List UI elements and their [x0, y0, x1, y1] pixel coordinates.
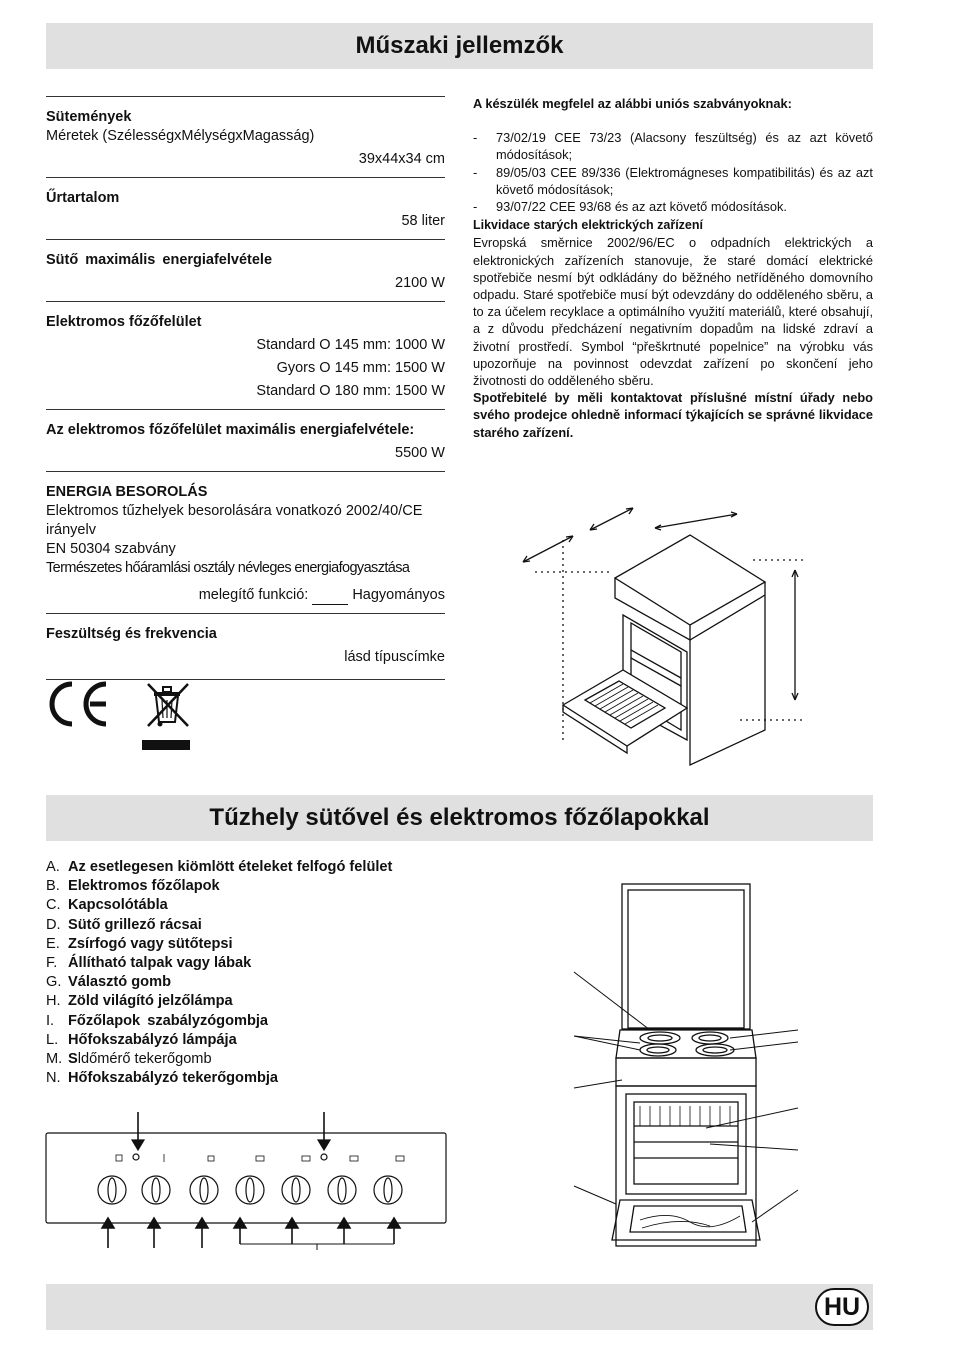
list-item: [46, 1012, 466, 1031]
part-letter: G.: [46, 974, 62, 991]
page-title: Műszaki jellemzők: [355, 32, 564, 59]
list-item: [46, 954, 466, 973]
part-name: Választó gomb: [68, 974, 171, 991]
spec-line: Természetes hőáramlási osztály névleges energiafogyasztása: [46, 560, 410, 576]
part-letter: I.: [46, 1012, 55, 1029]
footer-band: [46, 1284, 873, 1330]
part-letter: H.: [46, 993, 61, 1010]
part-name: Főzőlapok szabályzógombja: [68, 1012, 269, 1029]
disposal-text: Evropská směrnice 2002/96/EC o odpadních elektrických a elektronických zařízeních stanovuje, že staré domácí elektrické spotřebiče nesmí být odkládány do běžného netříděného domovního odpadu. Staré spotřebiče musí být odevzdány do odděleného sběru, a to za účelem recyklace a optimálního využití materiálů, které obsahují, a z důvodu předcházení negativním dopadům na lidské zdraví a životní prostředí. Symbol “přeškrtnuté popelnice” na výrobku vás upozorňuje na povinnost odevzdat zařízení po skončení jeho životnosti do odděleného sběru.: [473, 235, 873, 389]
part-name: Az esetlegesen kiömlött ételeket felfogó felület: [68, 859, 393, 875]
compliance-logos: [46, 678, 206, 758]
spec-heading: Űrtartalom: [46, 190, 120, 206]
crossed-bin-icon: [142, 684, 190, 750]
spec-value: Standard O 145 mm: 1000 W: [256, 337, 445, 353]
list-item: [46, 858, 466, 877]
energy-function-label: melegítő funkció:: [198, 587, 309, 603]
part-letter: F.: [46, 955, 58, 972]
spec-cakes: [46, 96, 445, 177]
knob-icon: [236, 1176, 264, 1204]
part-name: Hőfokszabályzó tekerőgombja: [68, 1070, 279, 1087]
spec-value: lásd típuscímke: [344, 649, 445, 665]
part-name: Sütő grillező rácsai: [68, 916, 202, 933]
part-letter: C.: [46, 897, 61, 914]
regulations-list: [473, 129, 873, 215]
spec-voltage: [46, 613, 445, 680]
knob-icon: [98, 1176, 126, 1204]
list-item: [46, 1031, 466, 1050]
spec-value: 58 liter: [401, 213, 445, 229]
knob-icon: [282, 1176, 310, 1204]
knob-icon: [328, 1176, 356, 1204]
spec-value: Standard O 180 mm: 1500 W: [256, 383, 445, 399]
spec-label: Méretek (SzélességxMélységxMagasság): [46, 128, 315, 144]
part-name: Elektromos főzőlapok: [68, 878, 220, 895]
spec-volume: [46, 177, 445, 239]
list-item: [46, 935, 466, 954]
spec-line: irányelv: [46, 522, 96, 538]
part-letter: B.: [46, 878, 60, 895]
spec-heading: Sütemények: [46, 109, 132, 125]
part-name: Zöld világító jelzőlámpa: [68, 993, 233, 1010]
spec-heading: Sütő maximális energiafelvétele: [46, 252, 273, 268]
part-letter: E.: [46, 935, 60, 952]
list-item: [46, 877, 466, 896]
knob-icon: [374, 1176, 402, 1204]
spec-value: Gyors O 145 mm: 1500 W: [276, 360, 445, 376]
knob-icon: [190, 1176, 218, 1204]
cooker-parts-drawing: [570, 880, 802, 1275]
section2-title: Tűzhely sütővel és elektromos főzőlapokkal: [209, 804, 710, 831]
energy-function-value: Hagyományos: [352, 587, 445, 603]
list-item: [46, 896, 466, 915]
list-item: [46, 916, 466, 935]
spec-heading: Az elektromos főzőfelület maximális energiafelvétele:: [46, 422, 415, 438]
header-band: [46, 23, 873, 69]
part-letter: N.: [46, 1070, 61, 1087]
part-name-thin: ldőmérő tekerőgomb: [77, 1051, 212, 1068]
specs-column: [46, 96, 445, 680]
spec-oven-power: [46, 239, 445, 301]
section2-band: [46, 795, 873, 841]
knob-icon: [142, 1176, 170, 1204]
list-item: [46, 1050, 466, 1069]
spec-value: 2100 W: [395, 275, 445, 291]
parts-list: [46, 858, 466, 1088]
part-name: Kapcsolótábla: [68, 897, 168, 914]
part-name: Hőfokszabályzó lámpája: [68, 1031, 237, 1048]
part-letter: D.: [46, 916, 61, 933]
list-item: [46, 973, 466, 992]
part-letter: L.: [46, 1031, 59, 1048]
disposal-heading: Likvidace starých elektrických zařízení: [473, 218, 703, 233]
spec-value: 5500 W: [395, 445, 445, 461]
spec-heading: ENERGIA BESOROLÁS: [46, 484, 208, 500]
spec-line: Elektromos tűzhelyek besorolására vonatkozó 2002/40/CE: [46, 503, 423, 519]
spec-heading: Feszültség és frekvencia: [46, 626, 217, 642]
list-item: [46, 1069, 466, 1088]
spec-energy: [46, 471, 445, 613]
energy-blank: [312, 591, 348, 605]
part-letter: A.: [46, 859, 60, 875]
language-badge: HU: [815, 1288, 869, 1326]
disposal-bold-text: Spotřebitelé by měli kontaktovat příslušné místní úřady nebo svého prodejce ohledně informací týkajících se správné likvidace starého zařízení.: [473, 390, 873, 440]
part-name-bold: S: [68, 1051, 78, 1068]
oven-dimension-drawing: [515, 500, 815, 775]
spec-line: EN 50304 szabvány: [46, 541, 176, 557]
regulation-item: - 93/07/22 CEE 93/68 és az azt követő módosítások.: [473, 198, 873, 215]
regulations-intro: A készülék megfelel az alábbi uniós szabványoknak:: [473, 96, 792, 111]
spec-heading: Elektromos főzőfelület: [46, 314, 202, 330]
regulation-item: - 89/05/03 CEE 89/336 (Elektromágneses kompatibilitás) és az azt követő módosítások;: [473, 164, 873, 198]
regulation-item: - 73/02/19 CEE 73/23 (Alacsony feszültség) és az azt követő módosítások;: [473, 129, 873, 163]
energy-function-row: [46, 586, 445, 605]
spec-hob: [46, 301, 445, 409]
regulations-column: [473, 95, 873, 441]
control-panel-drawing: [44, 1110, 448, 1257]
part-name: Állítható talpak vagy lábak: [68, 955, 252, 972]
ce-mark-icon: [52, 684, 106, 724]
spec-hob-max: [46, 409, 445, 471]
list-item: [46, 992, 466, 1011]
spec-value: 39x44x34 cm: [358, 151, 445, 167]
part-letter: M.: [46, 1051, 63, 1068]
part-name: [68, 1050, 212, 1069]
part-name: Zsírfogó vagy sütőtepsi: [68, 935, 233, 952]
